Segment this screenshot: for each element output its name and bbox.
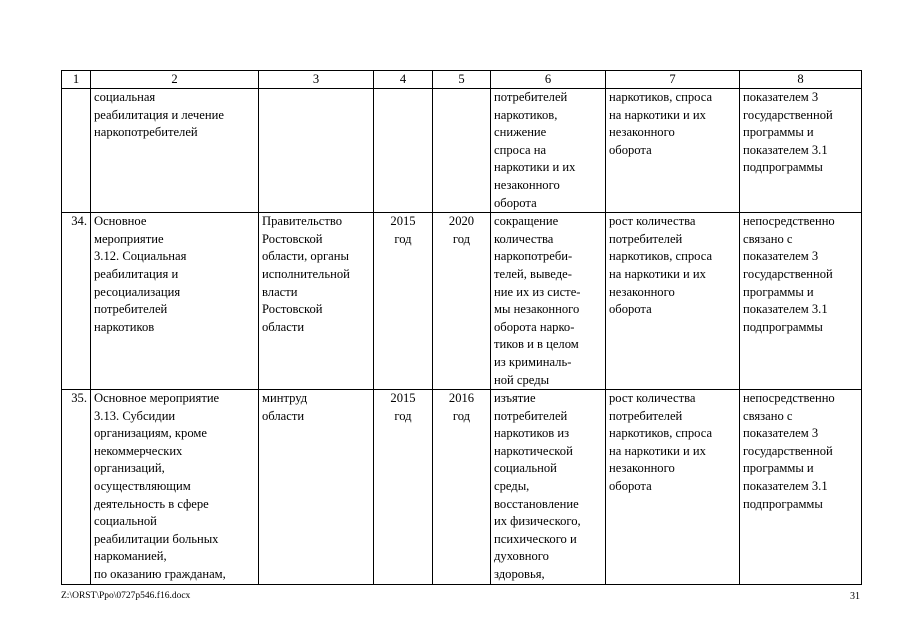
header-col-6: 6 <box>491 71 606 89</box>
start-year-cell <box>374 89 433 213</box>
measure-name-cell: социальная реабилитация и лечение наркопотребителей <box>91 89 259 213</box>
header-col-4: 4 <box>374 71 433 89</box>
expected-result-cell: изъятие потребителей наркотиков из наркотической социальной среды, восстановление их физического, психического и духовного здоровья, <box>491 390 606 585</box>
measure-name-cell: Основное мероприятие 3.13. Субсидии организациям, кроме некоммерческих организаций, осуществляющим деятельность в сфере социальной реабилитации больных наркоманией, по оказанию гражданам, <box>91 390 259 585</box>
expected-result-cell: сокращение количества наркопотреби- телей, выведе- ние их из систе- мы незаконного оборота нарко- тиков и в целом из криминаль- ной среды <box>491 213 606 390</box>
measures-table <box>61 70 862 585</box>
indicator-link-cell: непосредственно связано с показателем 3 государственной программы и показателем 3.1 подпрограммы <box>740 390 862 585</box>
end-year-cell: 2020 год <box>433 213 491 390</box>
indicator-link-cell: показателем 3 государственной программы и показателем 3.1 подпрограммы <box>740 89 862 213</box>
page-number: 31 <box>850 591 860 602</box>
measure-name-cell: Основное мероприятие 3.12. Социальная реабилитация и ресоциализация потребителей наркотиков <box>91 213 259 390</box>
start-year-cell: 2015 год <box>374 213 433 390</box>
header-col-7: 7 <box>606 71 740 89</box>
executor-cell <box>259 89 374 213</box>
row-number-cell <box>62 89 91 213</box>
header-row <box>62 71 862 89</box>
start-year-cell: 2015 год <box>374 390 433 585</box>
footer-file-path: Z:\ORST\Ppo\0727p546.f16.docx <box>61 591 191 601</box>
consequences-cell: рост количества потребителей наркотиков, спроса на наркотики и их незаконного оборота <box>606 213 740 390</box>
consequences-cell: рост количества потребителей наркотиков, спроса на наркотики и их незаконного оборота <box>606 390 740 585</box>
row-number-cell: 35. <box>62 390 91 585</box>
header-col-8: 8 <box>740 71 862 89</box>
executor-cell: минтруд области <box>259 390 374 585</box>
indicator-link-cell: непосредственно связано с показателем 3 государственной программы и показателем 3.1 подпрограммы <box>740 213 862 390</box>
table-row <box>62 213 862 390</box>
end-year-cell <box>433 89 491 213</box>
header-col-1: 1 <box>62 71 91 89</box>
executor-cell: Правительство Ростовской области, органы исполнительной власти Ростовской области <box>259 213 374 390</box>
expected-result-cell: потребителей наркотиков, снижение спроса на наркотики и их незаконного оборота <box>491 89 606 213</box>
header-col-2: 2 <box>91 71 259 89</box>
header-col-3: 3 <box>259 71 374 89</box>
table-row <box>62 89 862 213</box>
table-row <box>62 390 862 585</box>
end-year-cell: 2016 год <box>433 390 491 585</box>
row-number-cell: 34. <box>62 213 91 390</box>
header-col-5: 5 <box>433 71 491 89</box>
consequences-cell: наркотиков, спроса на наркотики и их незаконного оборота <box>606 89 740 213</box>
